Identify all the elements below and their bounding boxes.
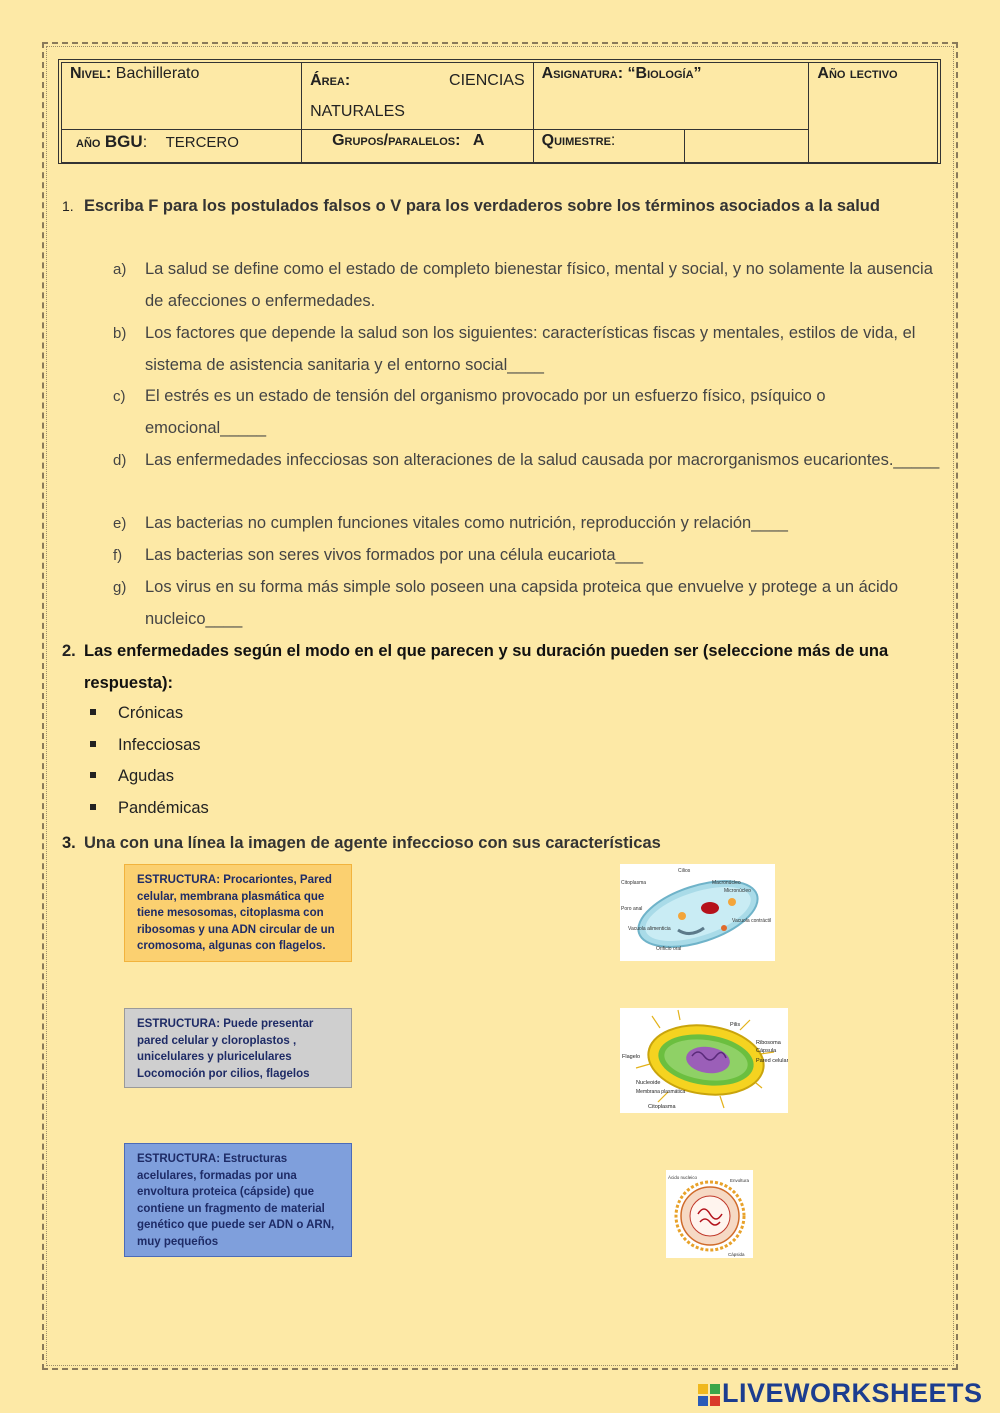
label-citoplasma-bact: Citoplasma <box>648 1104 676 1110</box>
label-capsula: Cápsula <box>756 1048 777 1054</box>
asignatura-cell: Asignatura: “Biología” <box>533 63 809 130</box>
label-acido-nucleico: Ácido nucleico <box>668 1175 698 1180</box>
label-ribosoma: Ribosoma <box>756 1040 781 1046</box>
label-cilios: Cilios <box>678 868 691 874</box>
label-orificio-oral: Orificio oral <box>656 946 682 952</box>
label-flagelo: Flagelo <box>622 1054 641 1060</box>
q1-item-e[interactable]: e) Las bacterias no cumplen funciones vitales como nutrición, reproducción y relación____ <box>113 514 788 532</box>
q1-item-g[interactable]: g) Los virus en su forma más simple solo poseen una capsida proteica que envuelve y protege a un ácido nucleico____ <box>113 578 899 628</box>
liveworksheets-logo[interactable]: LIVEWORKSHEETS <box>698 1378 983 1409</box>
q2-option-cronicas[interactable]: Crónicas <box>90 704 183 723</box>
label-macronucleo: Macronúcleo <box>712 880 741 886</box>
q2-option-pandemicas[interactable]: Pandémicas <box>90 799 209 818</box>
label-pared-celular: Pared celular <box>756 1058 788 1064</box>
match-box-protozoo[interactable]: ESTRUCTURA: Puede presentar pared celular y cloroplastos , unicelulares y pluricelulares Locomoción por cilios, flagelos <box>124 1008 352 1088</box>
label-citoplasma: Citoplasma <box>621 880 647 886</box>
question-1: 1. Escriba F para los postulados falsos o V para los verdaderos sobre los términos asociados a la salud <box>62 197 880 215</box>
q1-item-d[interactable]: d) Las enfermedades infecciosas son alteraciones de la salud causada por macrorganismos eucariontes._____ <box>113 451 940 469</box>
bullet-square-icon <box>90 804 96 810</box>
bullet-square-icon <box>90 741 96 747</box>
q1-item-c[interactable]: c) El estrés es un estado de tensión del organismo provocado por un esfuerzo físico, psíquico o emocional_____ <box>113 387 826 437</box>
label-vacuola-contractil: Vacuola contráctil <box>732 918 772 924</box>
q1-item-b[interactable]: b) Los factores que depende la salud son los siguientes: características fiscas y mentales, estilos de vida, el sistema de asistencia sanitaria y el entorno social____ <box>113 324 916 374</box>
q1-item-a[interactable]: a) La salud se define como el estado de completo bienestar físico, mental y social, y no solamente la ausencia de afecciones o enfermedades. <box>113 260 933 310</box>
liveworksheets-logo-icon <box>698 1384 720 1406</box>
area-cell: Área: CIENCIAS NATURALES <box>302 63 534 130</box>
virus-image[interactable] <box>666 1170 753 1258</box>
label-capsida: Cápsida <box>728 1252 745 1257</box>
ano-lectivo-cell: Año lectivo <box>809 63 938 163</box>
label-poro-anal: Poro anal <box>621 906 643 912</box>
quimestre-value-cell[interactable] <box>684 130 809 163</box>
virus-illustration <box>666 1170 753 1258</box>
match-box-virus[interactable]: ESTRUCTURA: Estructuras acelulares, formadas por una envoltura proteica (cápside) que contiene un fragmento de material genético que puede ser ADN o ARN, muy pequeños <box>124 1143 352 1257</box>
q2-option-agudas[interactable]: Agudas <box>90 767 174 786</box>
header-table <box>61 62 938 163</box>
bacteria-illustration <box>620 1008 788 1113</box>
quimestre-cell: Quimestre: <box>533 130 684 163</box>
label-nucleoide: Nucleoide <box>636 1080 661 1086</box>
label-micronucleo: Micronúcleo <box>724 888 751 894</box>
ano-bgu-cell: año BGU: TERCERO <box>62 130 302 163</box>
question-2: 2. Las enfermedades según el modo en el que parecen y su duración pueden ser (seleccione más de una respuesta): <box>62 642 889 692</box>
label-pilis: Pilis <box>730 1022 741 1028</box>
bullet-square-icon <box>90 772 96 778</box>
protozoo-image[interactable] <box>620 864 775 961</box>
nivel-cell: Nivel: Bachillerato <box>62 63 302 130</box>
match-box-bacteria[interactable]: ESTRUCTURA: Procariontes, Pared celular, membrana plasmática que tiene mesosomas, citoplasma con ribosomas y una ADN circular de un cromosoma, algunas con flagelos. <box>124 864 352 962</box>
label-vacuola-alimenticia: Vacuola alimenticia <box>628 926 671 932</box>
label-membrana-plasmatica: Membrana plasmática <box>636 1089 686 1095</box>
bacteria-image[interactable] <box>620 1008 788 1113</box>
q1-item-f[interactable]: f) Las bacterias son seres vivos formados por una célula eucariota___ <box>113 546 644 564</box>
label-envoltura: Envoltura <box>730 1178 750 1183</box>
question-3: 3. Una con una línea la imagen de agente infeccioso con sus características <box>62 834 661 852</box>
paramecium-illustration <box>620 864 775 961</box>
grupos-cell: Grupos/paralelos: A <box>302 130 534 163</box>
bullet-square-icon <box>90 709 96 715</box>
q2-option-infecciosas[interactable]: Infecciosas <box>90 736 201 755</box>
